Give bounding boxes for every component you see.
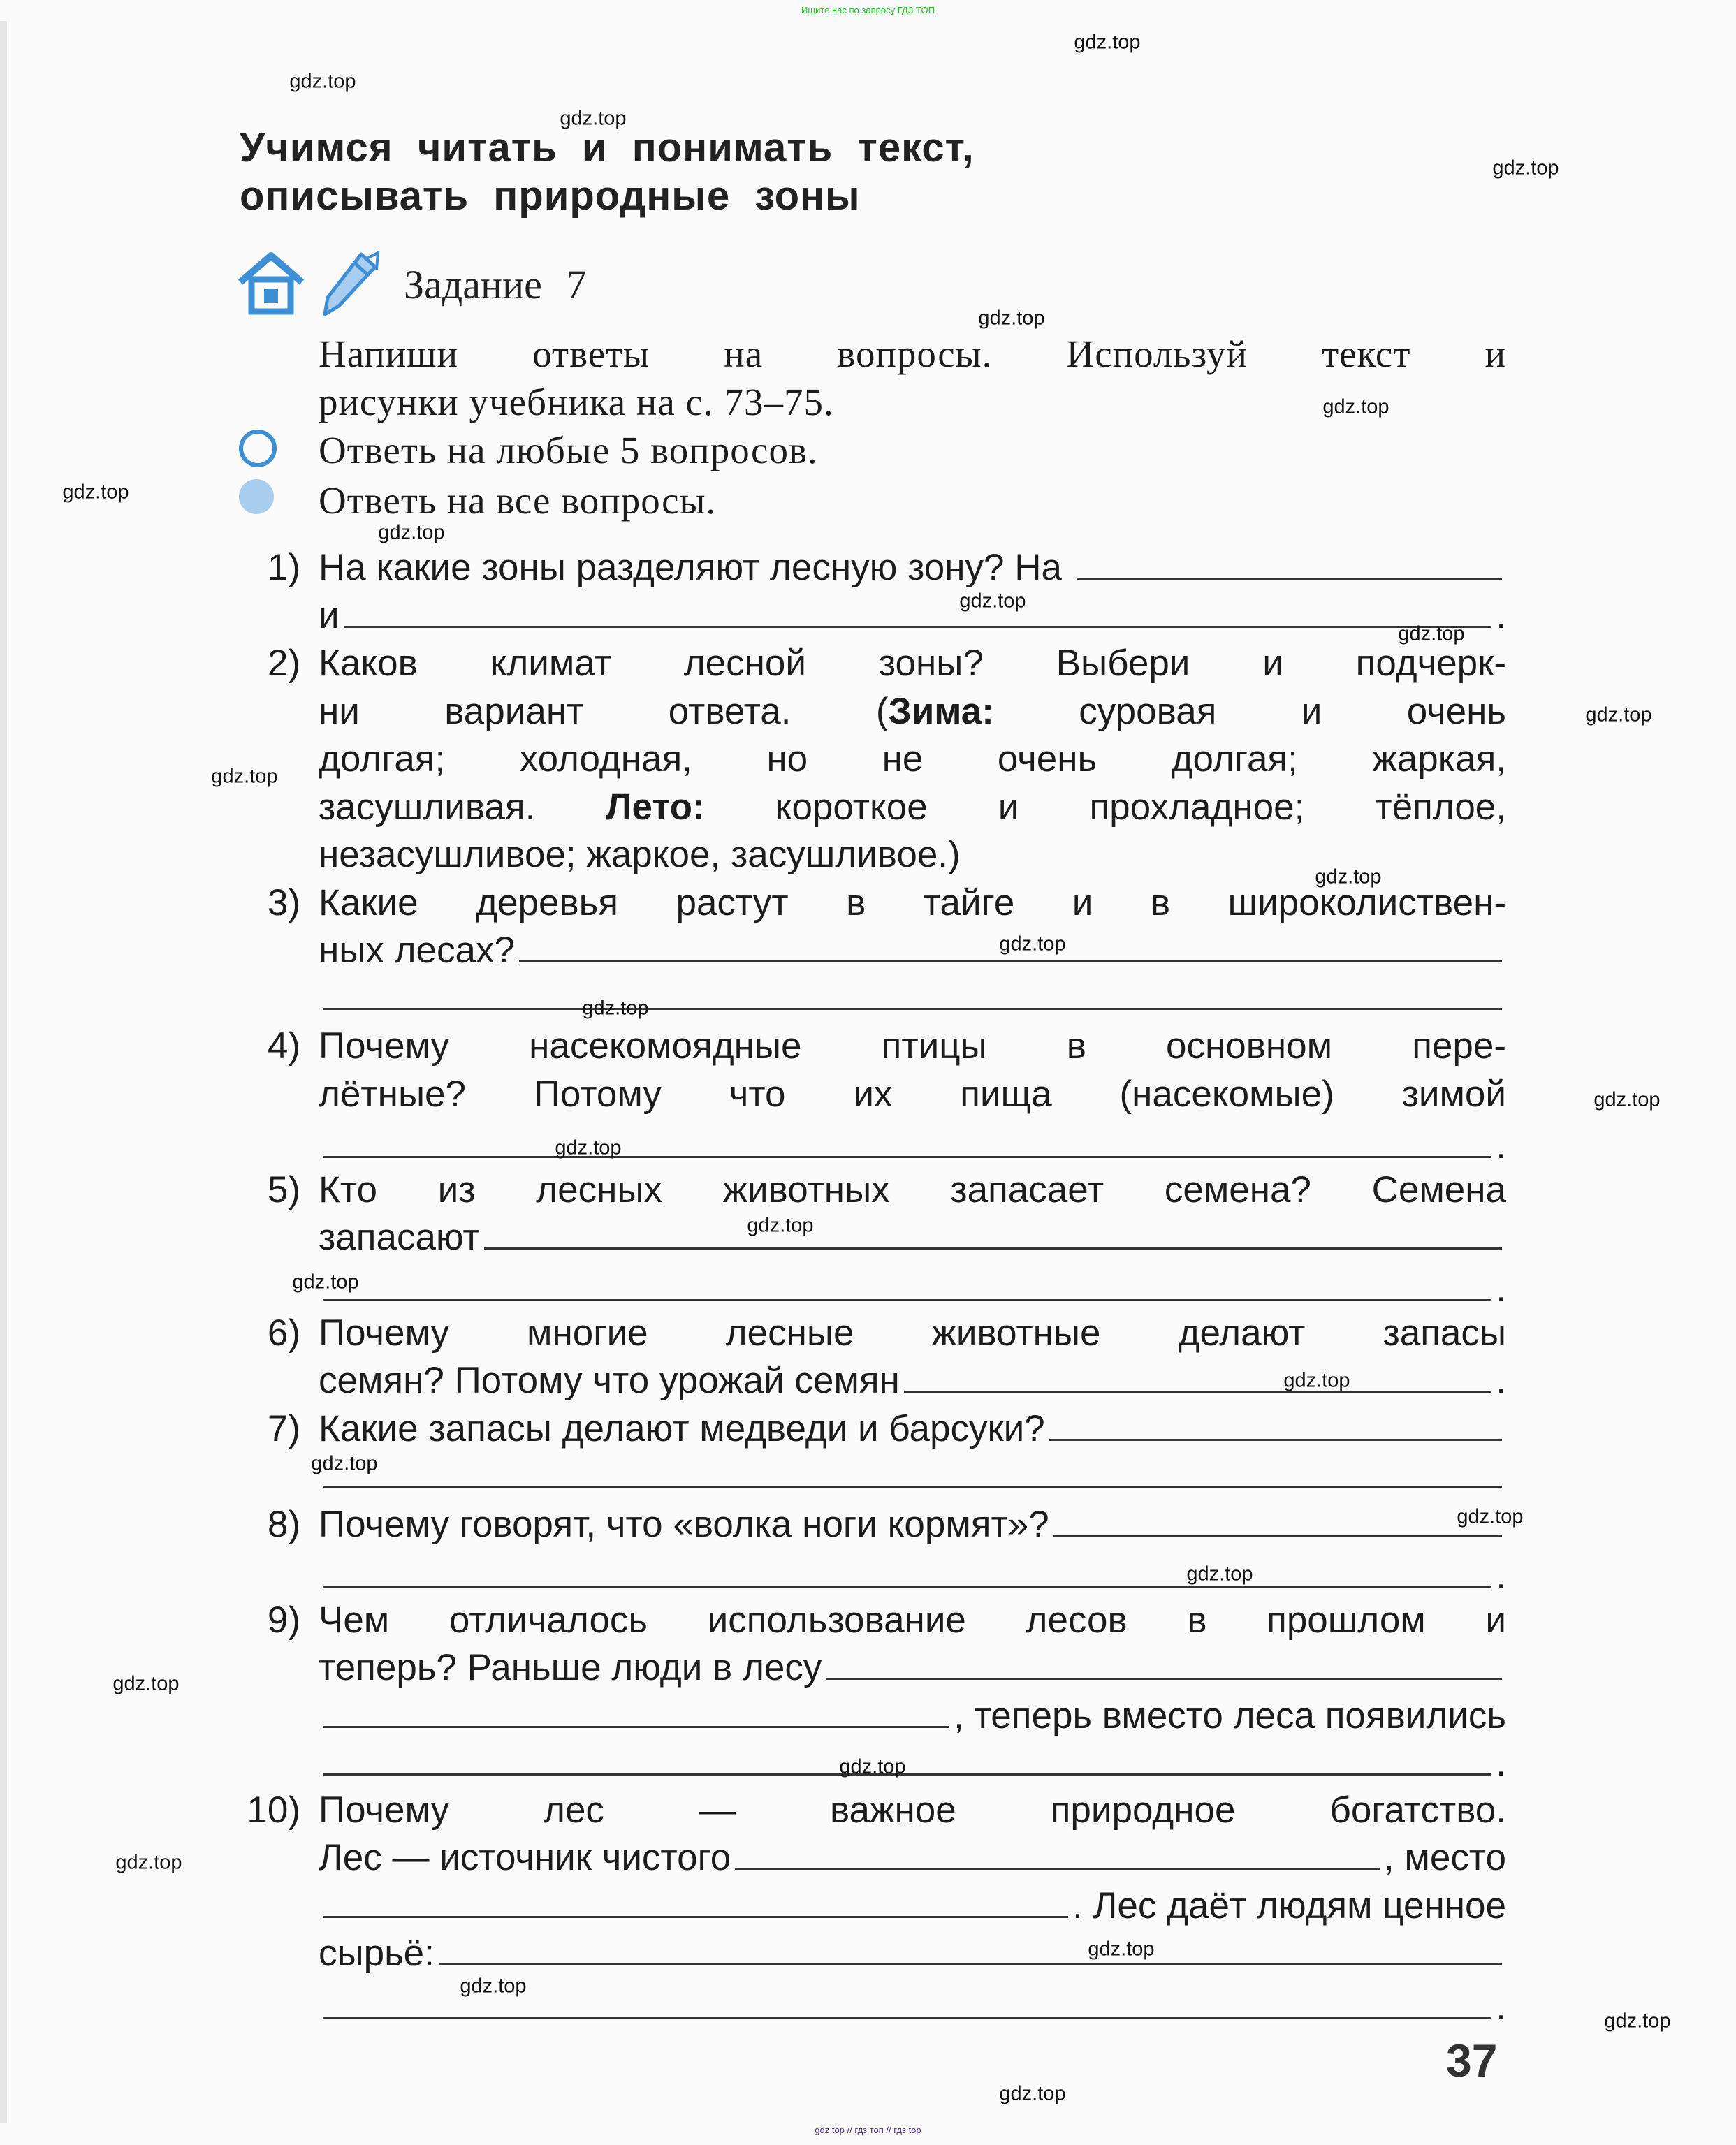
answer-blank[interactable] bbox=[439, 1930, 1502, 1965]
question-line bbox=[319, 1500, 1506, 1549]
question-text: . Лес даёт людям ценное bbox=[1072, 1885, 1506, 1926]
question-line bbox=[319, 974, 1506, 1023]
answer-blank[interactable] bbox=[826, 1644, 1502, 1680]
question-text: . bbox=[1496, 595, 1506, 636]
watermark: gdz.top bbox=[115, 1851, 182, 1874]
top-banner[interactable]: Ищите нас по запросу ГДЗ ТОП bbox=[801, 5, 935, 15]
question-line bbox=[319, 735, 1506, 784]
question-text: Какие запасы делают медведи и барсуки? bbox=[319, 1408, 1045, 1449]
watermark: gdz.top bbox=[62, 481, 129, 504]
question-number: 8) bbox=[267, 1504, 300, 1545]
watermark: gdz.top bbox=[1283, 1369, 1350, 1392]
question-line bbox=[319, 1552, 1506, 1601]
question-text: запасают bbox=[319, 1217, 480, 1258]
question-text: лётные? Потому что их пища (насекомые) зимой bbox=[319, 1074, 1506, 1115]
question-text: Какие деревья растут в тайге и в широколиствен- bbox=[319, 882, 1506, 923]
question-text: . bbox=[1496, 1743, 1506, 1784]
question-line bbox=[319, 783, 1506, 832]
bottom-banner[interactable]: gdz top // гдз топ // гдз top bbox=[815, 2125, 921, 2135]
watermark: gdz.top bbox=[289, 70, 356, 93]
answer-blank[interactable] bbox=[1077, 544, 1502, 580]
question-text: Почему лес — важное природное богатство. bbox=[319, 1789, 1506, 1831]
question-line bbox=[319, 1882, 1506, 1931]
answer-blank[interactable] bbox=[323, 974, 1502, 1010]
watermark: gdz.top bbox=[747, 1214, 814, 1237]
answer-blank[interactable] bbox=[323, 1266, 1491, 1301]
question-text: суровая и очень bbox=[993, 691, 1506, 732]
watermark: gdz.top bbox=[582, 997, 649, 1020]
watermark: gdz.top bbox=[1186, 1562, 1253, 1586]
question-text: сырьё: bbox=[319, 1933, 435, 1974]
lesson-title-line-1: Учимся читать и понимать текст, bbox=[240, 125, 975, 170]
watermark: gdz.top bbox=[211, 765, 278, 788]
watermark: gdz.top bbox=[1074, 31, 1141, 54]
watermark: gdz.top bbox=[1398, 622, 1465, 645]
question-text: На какие зоны разделяют лесную зону? На bbox=[319, 547, 1072, 588]
watermark: gdz.top bbox=[378, 521, 445, 544]
question-line bbox=[319, 1643, 1506, 1692]
watermark: gdz.top bbox=[1593, 1088, 1661, 1111]
watermark: gdz.top bbox=[999, 2082, 1066, 2105]
question-line bbox=[319, 639, 1506, 688]
question-line bbox=[319, 1833, 1506, 1882]
question-line bbox=[319, 1166, 1506, 1215]
question-text: ных лесах? bbox=[319, 930, 515, 971]
watermark: gdz.top bbox=[112, 1672, 180, 1695]
question-line bbox=[319, 1122, 1506, 1171]
question-number: 5) bbox=[267, 1169, 300, 1210]
watermark: gdz.top bbox=[1322, 395, 1389, 418]
question-line bbox=[319, 1070, 1506, 1119]
question-text: Почему говорят, что «волка ноги кормят»? bbox=[319, 1504, 1049, 1545]
answer-blank[interactable] bbox=[344, 592, 1492, 628]
option-any-five: Ответь на любые 5 вопросов. bbox=[319, 429, 818, 471]
question-text: засушливая. bbox=[319, 786, 606, 828]
question-line bbox=[319, 592, 1506, 640]
instruction-line: Напиши ответы на вопросы. Используй текст и bbox=[319, 332, 1506, 375]
question-text: короткое и прохладное; тёплое, bbox=[704, 786, 1506, 828]
answer-blank[interactable] bbox=[323, 1882, 1068, 1918]
watermark: gdz.top bbox=[999, 932, 1066, 956]
question-text: Почему насекомоядные птицы в основном пере- bbox=[319, 1025, 1506, 1067]
question-text: теперь? Раньше люди в лесу bbox=[319, 1647, 822, 1688]
page-number: 37 bbox=[1446, 2035, 1498, 2086]
bold-label: Зима: bbox=[888, 691, 994, 732]
open-circle-icon bbox=[239, 430, 277, 467]
task-heading: Задание 7 bbox=[404, 262, 587, 307]
question-number: 10) bbox=[247, 1789, 300, 1831]
answer-blank[interactable] bbox=[484, 1214, 1502, 1250]
question-text: Каков климат лесной зоны? Выбери и подчерк- bbox=[319, 643, 1506, 684]
home-icon bbox=[236, 251, 306, 316]
answer-blank[interactable] bbox=[323, 1452, 1502, 1488]
question-number: 6) bbox=[267, 1312, 300, 1354]
watermark: gdz.top bbox=[311, 1452, 378, 1475]
question-text: . bbox=[1496, 1986, 1506, 2028]
question-line bbox=[319, 687, 1506, 736]
question-text: семян? Потому что урожай семян bbox=[319, 1360, 900, 1401]
answer-blank[interactable] bbox=[323, 1740, 1491, 1776]
answer-blank[interactable] bbox=[1049, 1405, 1502, 1441]
watermark: gdz.top bbox=[1457, 1505, 1524, 1528]
question-line bbox=[319, 926, 1506, 975]
question-text: Почему многие лесные животные делают запасы bbox=[319, 1312, 1506, 1354]
watermark: gdz.top bbox=[1088, 1938, 1155, 1961]
page-edge bbox=[0, 21, 7, 2123]
answer-blank[interactable] bbox=[323, 1122, 1491, 1158]
question-text: долгая; холодная, но не очень долгая; жаркая, bbox=[319, 738, 1506, 779]
bold-label: Лето: bbox=[606, 786, 705, 828]
watermark: gdz.top bbox=[1315, 865, 1382, 888]
watermark: gdz.top bbox=[560, 107, 627, 130]
question-line bbox=[319, 1692, 1506, 1741]
answer-blank[interactable] bbox=[735, 1834, 1380, 1870]
answer-blank[interactable] bbox=[323, 1692, 949, 1728]
question-text: Чем отличалось использование лесов в прошлом и bbox=[319, 1599, 1506, 1641]
question-line bbox=[319, 1929, 1506, 1978]
question-line bbox=[319, 1739, 1506, 1788]
question-text: , место bbox=[1383, 1837, 1506, 1878]
watermark: gdz.top bbox=[839, 1755, 906, 1778]
question-line bbox=[319, 1405, 1506, 1454]
question-number: 4) bbox=[267, 1025, 300, 1067]
answer-blank[interactable] bbox=[323, 1553, 1491, 1588]
question-number: 2) bbox=[267, 643, 300, 684]
option-all: Ответь на все вопросы. bbox=[319, 479, 717, 522]
question-text: Лес — источник чистого bbox=[319, 1837, 731, 1878]
watermark: gdz.top bbox=[460, 1975, 527, 1998]
question-text: Кто из лесных животных запасает семена? Семена bbox=[319, 1169, 1506, 1210]
question-line bbox=[319, 1213, 1506, 1262]
question-text: ни вариант ответа. ( bbox=[319, 691, 889, 732]
watermark: gdz.top bbox=[1604, 2009, 1671, 2033]
pen-icon bbox=[318, 249, 381, 319]
question-text: , теперь вместо леса появились bbox=[954, 1695, 1506, 1736]
question-text: незасушливое; жаркое, засушливое.) bbox=[319, 834, 961, 875]
watermark: gdz.top bbox=[959, 590, 1026, 613]
watermark: gdz.top bbox=[1492, 156, 1559, 180]
instruction-line: рисунки учебника на с. 73–75. bbox=[319, 381, 834, 423]
watermark: gdz.top bbox=[555, 1136, 622, 1159]
question-text: . bbox=[1496, 1555, 1506, 1597]
watermark: gdz.top bbox=[292, 1271, 359, 1294]
question-line bbox=[319, 1452, 1506, 1501]
question-text: и bbox=[319, 595, 340, 636]
question-number: 1) bbox=[267, 547, 300, 588]
filled-circle-icon bbox=[239, 479, 274, 514]
question-line bbox=[319, 1786, 1506, 1835]
question-line bbox=[319, 1022, 1506, 1071]
answer-blank[interactable] bbox=[904, 1357, 1491, 1393]
question-number: 9) bbox=[267, 1599, 300, 1641]
answer-blank[interactable] bbox=[1053, 1501, 1502, 1537]
question-number: 3) bbox=[267, 882, 300, 923]
question-number: 7) bbox=[267, 1408, 300, 1449]
question-text: . bbox=[1496, 1360, 1506, 1401]
watermark: gdz.top bbox=[1585, 703, 1652, 726]
lesson-title-line-2: описывать природные зоны bbox=[240, 173, 861, 219]
question-line bbox=[319, 1309, 1506, 1358]
watermark: gdz.top bbox=[978, 307, 1045, 330]
question-text: . bbox=[1496, 1268, 1506, 1310]
question-line bbox=[319, 1596, 1506, 1645]
question-line bbox=[319, 1265, 1506, 1314]
question-text: . bbox=[1496, 1125, 1506, 1166]
question-line bbox=[319, 543, 1506, 592]
